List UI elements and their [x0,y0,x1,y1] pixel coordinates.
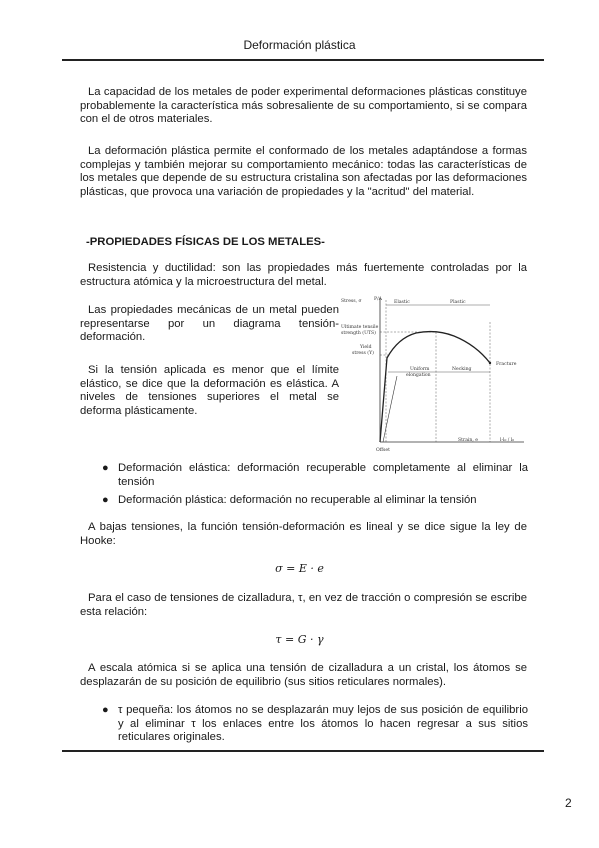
paragraph-2: La deformación plástica permite el conformado de los metales adaptándose a formas complejas y también mejorar su comportamiento mecánico: todas las características de los metales que depende de su estructura cristalina son afectadas por las deformaciones plásticas, que provoca una variación de propiedades y la "acritud" del material. [80,145,527,199]
yield-label-1: Yield [360,345,372,350]
header-rule [62,59,544,61]
stress-strain-diagram [340,292,530,454]
bullet-text-3: τ pequeña: los átomos no se desplazarán muy lejos de sus posición de equilibrio y al eliminar τ los enlaces entre los átomos lo hacen regresar a sus sitios reticulares originales. [118,704,528,744]
fracture-point [489,362,491,364]
strain-fraction-label: l-l₀ / l₀ [500,438,515,443]
paragraph-5: Si la tensión aplicada es menor que el límite elástico, se dice que la deformación es elástica. A niveles de tensiones superiores el metal se deforma plásticamente. [80,364,339,418]
hooke-equation: σ = E · e [275,562,324,575]
uts-label-2: strength (UTS) [341,331,376,336]
paragraph-6: A bajas tensiones, la función tensión-deformación es lineal y se dice sigue la ley de Hooke: [80,521,527,547]
paragraph-4: Las propiedades mecánicas de un metal pueden representarse por un diagrama tensión-deformación. [80,304,339,344]
bullet-icon: ● [102,494,109,506]
bullet-icon: ● [102,704,109,716]
paragraph-7: Para el caso de tensiones de cizalladura, τ, en vez de tracción o compresión se escribe esta relación: [80,592,527,618]
plastic-label: Plastic [450,300,466,305]
uts-label-1: Ultimate tensile [341,325,379,330]
bullet-item-1 [102,462,528,489]
stress-axis-label: Stress, σ [341,299,362,304]
paragraph-1: La capacidad de los metales de poder experimental deformaciones plásticas constituye probablemente la característica más sobresaliente de su comportamiento, si se compara con el de otros materiales. [80,86,527,126]
offset-label: Offset [376,448,390,453]
elastic-label: Elastic [394,300,410,305]
page-header-title: Deformación plástica [243,38,356,52]
paragraph-8: A escala atómica si se aplica una tensión de cizalladura a un cristal, los átomos se desplazarán de su posición de equilibrio (sus sitios reticulares normales). [80,662,527,688]
stress-strain-curve [380,332,490,442]
section-heading: -PROPIEDADES FÍSICAS DE LOS METALES- [86,236,325,248]
bullet-item-2 [102,494,528,508]
bullet-icon: ● [102,462,109,474]
fracture-label: Fracture [496,362,517,367]
p-over-a-label: P/A [374,297,382,302]
bullet-item-3 [102,704,528,745]
footer-rule [62,750,544,752]
paragraph-3: Resistencia y ductilidad: son las propiedades más fuertemente controladas por la estructura atómica y la microestructura del metal. [80,262,527,288]
yield-label-2: stress (Y) [352,351,374,356]
uniform-label-1: Uniform [410,367,430,372]
uniform-label-2: elongation [406,373,431,378]
strain-axis-label: Strain, e [458,438,478,443]
bullet-text-1: Deformación elástica: deformación recuperable completamente al eliminar la tensión [118,462,528,488]
page-number: 2 [565,796,572,810]
bullet-text-2: Deformación plástica: deformación no recuperable al eliminar la tensión [118,494,477,506]
necking-label: Necking [452,367,472,372]
shear-equation: τ = G · γ [275,633,324,646]
